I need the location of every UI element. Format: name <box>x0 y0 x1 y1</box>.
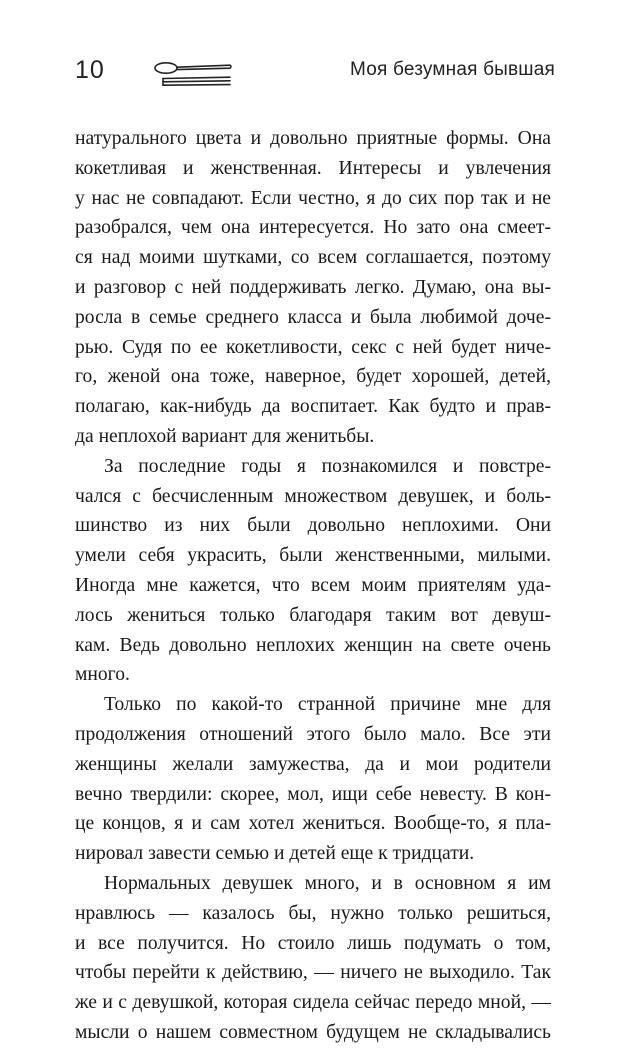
text-line: вечно твердили: скорее, мол, ищи себе невесту. В кон- <box>75 783 551 805</box>
text-line: шинство из них были довольно неплохими. Они <box>75 515 551 537</box>
text-line: женщины желали замужества, да и мои родители <box>75 753 551 775</box>
text-line: кокетливая и женственная. Интересы и увлечения <box>75 157 551 179</box>
running-title: Моя безумная бывшая <box>350 59 555 80</box>
text-line: чтобы перейти к действию, — ничего не выходило. Так <box>75 962 551 984</box>
text-line: За последние годы я познакомился и повстре- <box>104 455 551 477</box>
text-line: много. <box>75 664 130 686</box>
body-text <box>75 124 551 1048</box>
text-line: нравлюсь — казалось бы, нужно только решиться, <box>75 902 551 924</box>
text-line: Нормальных девушек много, и в основном я им <box>104 872 551 894</box>
text-line: це концов, я и сам хотел жениться. Вообще-то, я пла- <box>75 813 551 835</box>
text-line: у нас не совпадают. Если честно, я до сих пор так и не <box>75 187 551 209</box>
text-line: нировал завести семью и детей еще к тридцати. <box>75 843 475 865</box>
text-line: да неплохой вариант для женитьбы. <box>75 425 375 447</box>
text-line: го, женой она тоже, наверное, будет хорошей, детей, <box>75 366 551 388</box>
text-line: Только по какой-то странной причине мне для <box>104 694 551 716</box>
spoon-and-chopsticks-icon <box>153 59 233 96</box>
text-line: рью. Судя по ее кокетливости, секс с ней будет ниче- <box>75 336 551 358</box>
text-line: полагаю, как-нибудь да воспитает. Как будто и прав- <box>75 396 551 418</box>
text-line: лось жениться только благодаря таким вот девуш- <box>75 604 551 626</box>
text-line: кам. Ведь довольно неплохих женщин на свете очень <box>75 634 551 656</box>
text-line: Иногда мне кажется, что всем моим приятелям уда- <box>75 574 551 596</box>
text-line: росла в семье среднего класса и была любимой доче- <box>75 306 551 328</box>
text-line: разобрался, чем она интересуется. Но зато она смеет- <box>75 217 551 239</box>
text-line: натурального цвета и довольно приятные формы. Она <box>75 128 551 149</box>
page-header <box>75 56 555 100</box>
text-line: же и с девушкой, которая сидела сейчас передо мной, — <box>75 992 551 1014</box>
text-line: и разговор с ней поддерживать легко. Думаю, она вы- <box>75 276 551 298</box>
text-line: продолжения отношений этого было мало. Все эти <box>75 723 551 745</box>
text-line: ся над моими шутками, со всем соглашается, поэтому <box>75 247 551 269</box>
text-line: чался с бесчисленным множеством девушек, и боль- <box>75 485 551 507</box>
text-line: мысли о нашем совместном будущем не складывались <box>75 1021 551 1043</box>
text-line: и все получится. Но стоило лишь подумать о том, <box>75 932 551 954</box>
text-line: умели себя украсить, были женственными, милыми. <box>75 545 551 567</box>
page-number: 10 <box>75 56 105 84</box>
